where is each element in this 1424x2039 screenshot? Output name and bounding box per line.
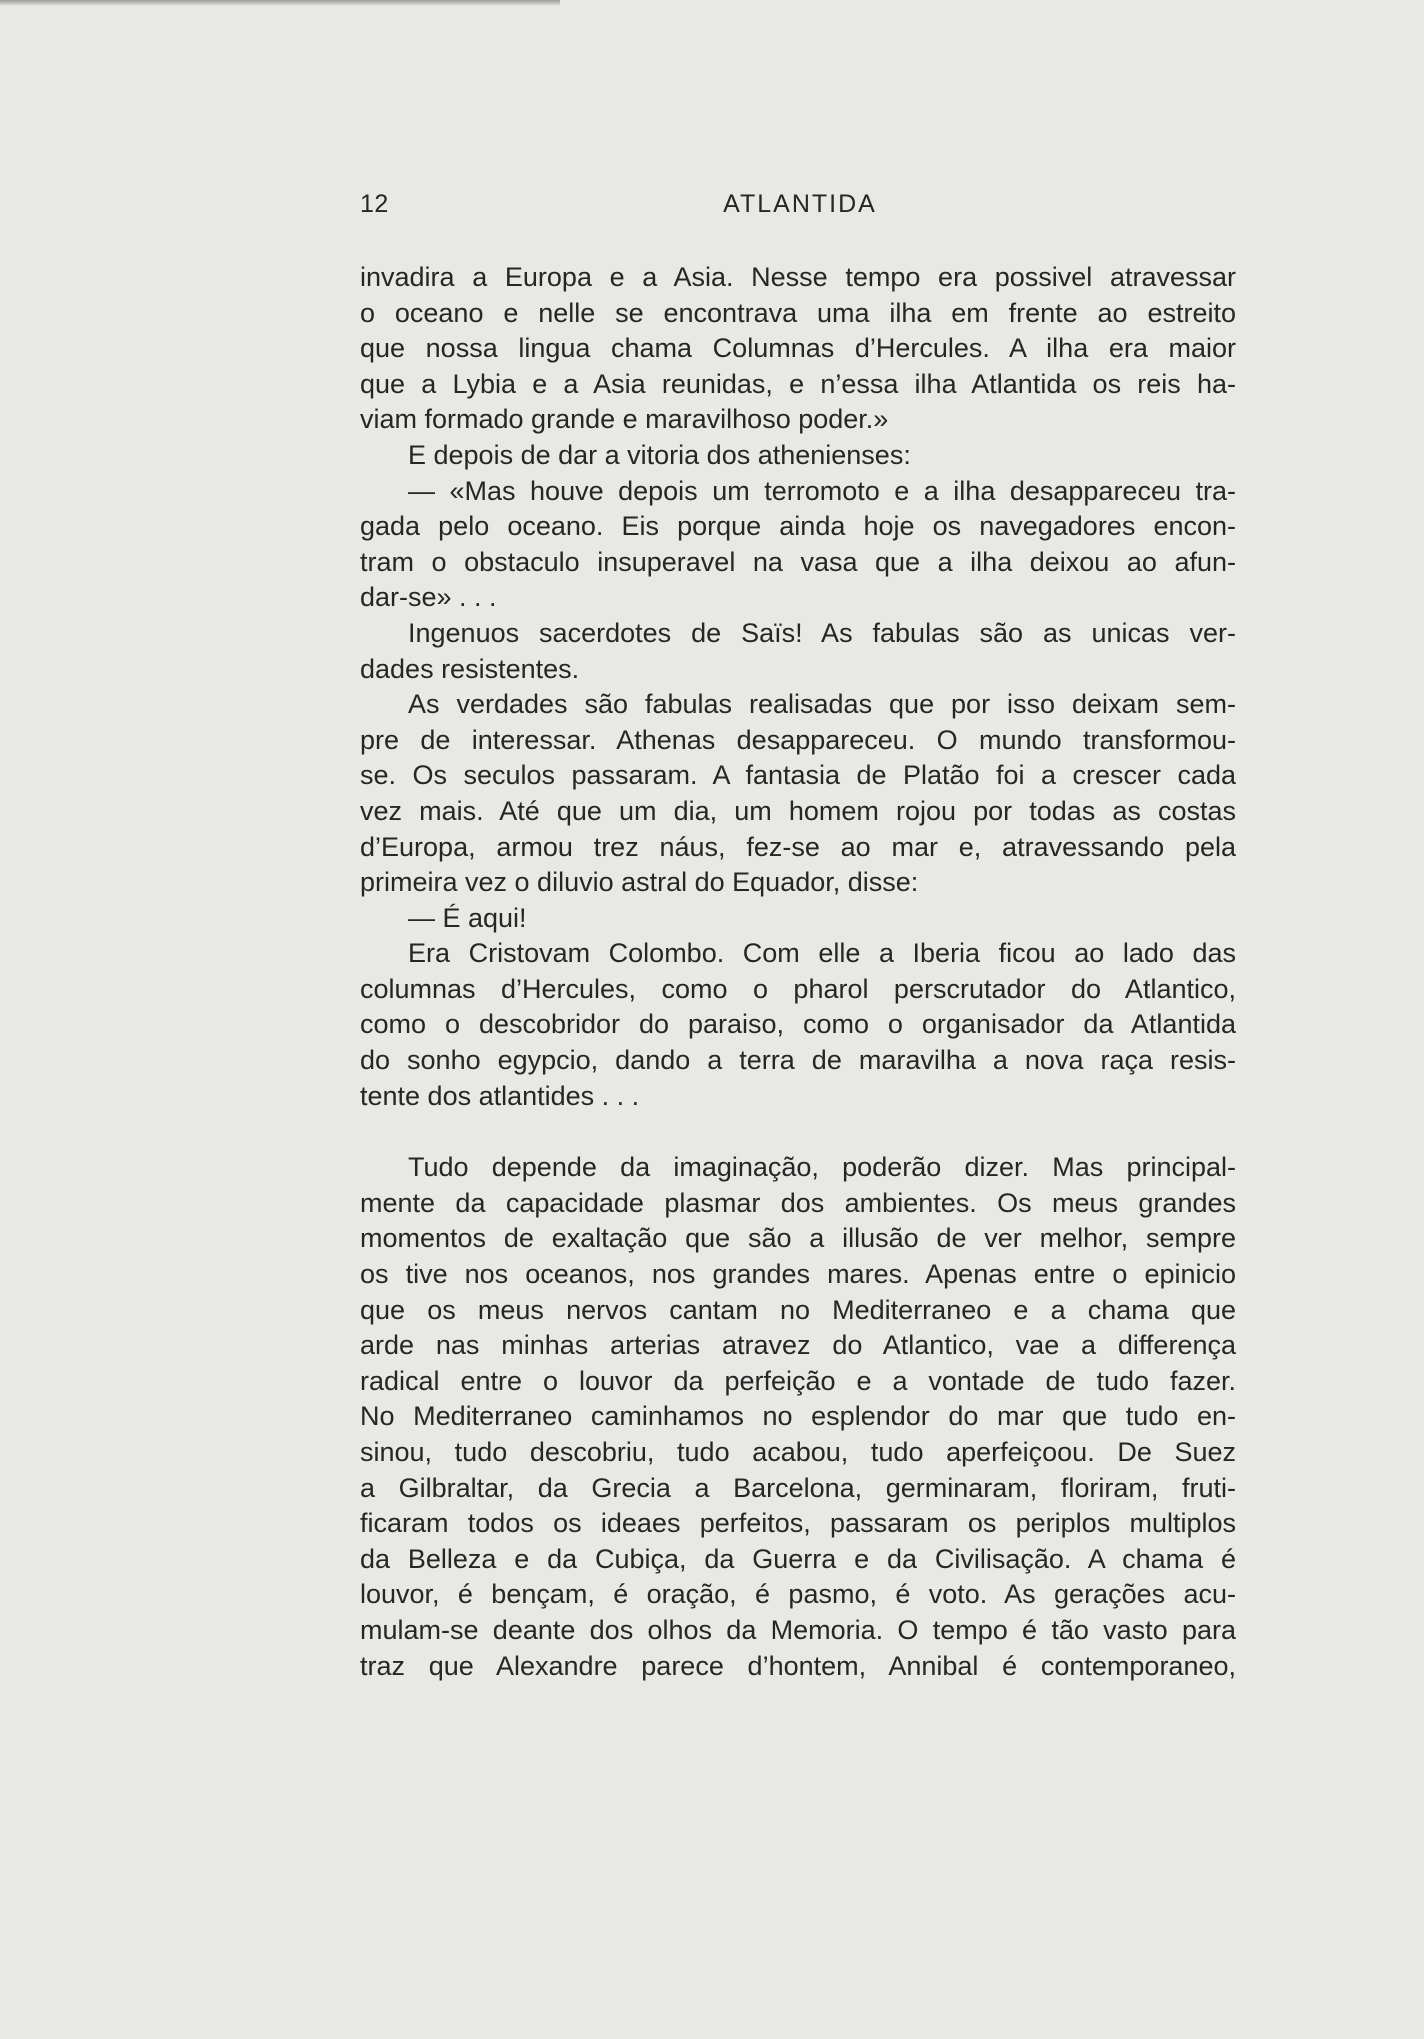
text-line: — É aqui!	[408, 902, 527, 933]
page-edge-shadow	[0, 0, 560, 6]
text-line: louvor, é bençam, é oração, é pasmo, é voto. As gerações acu-	[360, 1579, 1236, 1610]
text-line: No Mediterraneo caminhamos no esplendor do mar que tudo en-	[360, 1401, 1236, 1432]
text-line: a Gilbraltar, da Grecia a Barcelona, germinaram, floriram, fruti-	[360, 1472, 1236, 1503]
text-line: que a Lybia e a Asia reunidas, e n’essa ilha Atlantida os reis ha-	[360, 368, 1236, 399]
text-line: primeira vez o diluvio astral do Equador, disse:	[360, 867, 919, 898]
text-line: radical entre o louvor da perfeição e a vontade de tudo fazer.	[360, 1365, 1236, 1396]
text-line: se. Os seculos passaram. A fantasia de Platão foi a crescer cada	[360, 760, 1236, 791]
text-line: Ingenuos sacerdotes de Saïs! As fabulas são as unicas ver-	[408, 617, 1236, 648]
text-line: traz que Alexandre parece d’hontem, Annibal é contemporaneo,	[360, 1650, 1236, 1681]
body-text	[360, 260, 1236, 1684]
text-line: da Belleza e da Cubiça, da Guerra e da Civilisação. A chama é	[360, 1543, 1236, 1574]
text-line: momentos de exaltação que são a illusão de ver melhor, sempre	[360, 1223, 1236, 1254]
text-line: vez mais. Até que um dia, um homem rojou por todas as costas	[360, 795, 1236, 826]
text-line: Era Cristovam Colombo. Com elle a Iberia ficou ao lado das	[408, 938, 1236, 969]
text-line: que os meus nervos cantam no Mediterraneo e a chama que	[360, 1294, 1236, 1325]
page-header	[360, 190, 1240, 230]
text-line: invadira a Europa e a Asia. Nesse tempo era possivel atravessar	[360, 262, 1236, 292]
text-line: tram o obstaculo insuperavel na vasa que a ilha deixou ao afun-	[360, 546, 1236, 577]
text-line: E depois de dar a vitoria dos athenienses:	[408, 439, 911, 470]
text-line: os tive nos oceanos, nos grandes mares. Apenas entre o epinicio	[360, 1259, 1236, 1290]
text-line: gada pelo oceano. Eis porque ainda hoje os navegadores encon-	[360, 511, 1236, 542]
running-title: ATLANTIDA	[723, 190, 877, 218]
text-line: sinou, tudo descobriu, tudo acabou, tudo aperfeiçoou. De Suez	[360, 1437, 1236, 1467]
text-line: do sonho egypcio, dando a terra de maravilha a nova raça resis-	[360, 1045, 1236, 1076]
text-line: o oceano e nelle se encontrava uma ilha em frente ao estreito	[360, 297, 1236, 328]
text-line: As verdades são fabulas realisadas que por isso deixam sem-	[408, 689, 1236, 720]
text-line: d’Europa, armou trez náus, fez-se ao mar e, atravessando pela	[360, 831, 1236, 862]
text-line: que nossa lingua chama Columnas d’Hercules. A ilha era maior	[360, 333, 1236, 364]
text-line: columnas d’Hercules, como o pharol perscrutador do Atlantico,	[360, 973, 1236, 1004]
text-line: mente da capacidade plasmar dos ambientes. Os meus grandes	[360, 1187, 1236, 1218]
text-line: ficaram todos os ideaes perfeitos, passaram os periplos multiplos	[360, 1508, 1236, 1539]
text-line: dades resistentes.	[360, 653, 580, 684]
text-line: viam formado grande e maravilhoso poder.»	[360, 404, 889, 435]
text-line: dar-se» . . .	[360, 582, 497, 613]
text-line: pre de interessar. Athenas desappareceu. O mundo transformou-	[360, 724, 1236, 755]
text-line: mulam-se deante dos olhos da Memoria. O tempo é tão vasto para	[360, 1614, 1236, 1645]
section-break	[360, 1114, 1236, 1150]
text-line: — «Mas houve depois um terromoto e a ilha desappareceu tra-	[408, 475, 1236, 506]
text-line: arde nas minhas arterias atravez do Atlantico, vae a differença	[360, 1330, 1236, 1361]
text-line: tente dos atlantides . . .	[360, 1080, 640, 1111]
text-line: como o descobridor do paraiso, como o organisador da Atlantida	[360, 1009, 1236, 1040]
text-line: Tudo depende da imaginação, poderão dizer. Mas principal-	[408, 1152, 1236, 1183]
page-number: 12	[360, 190, 389, 218]
